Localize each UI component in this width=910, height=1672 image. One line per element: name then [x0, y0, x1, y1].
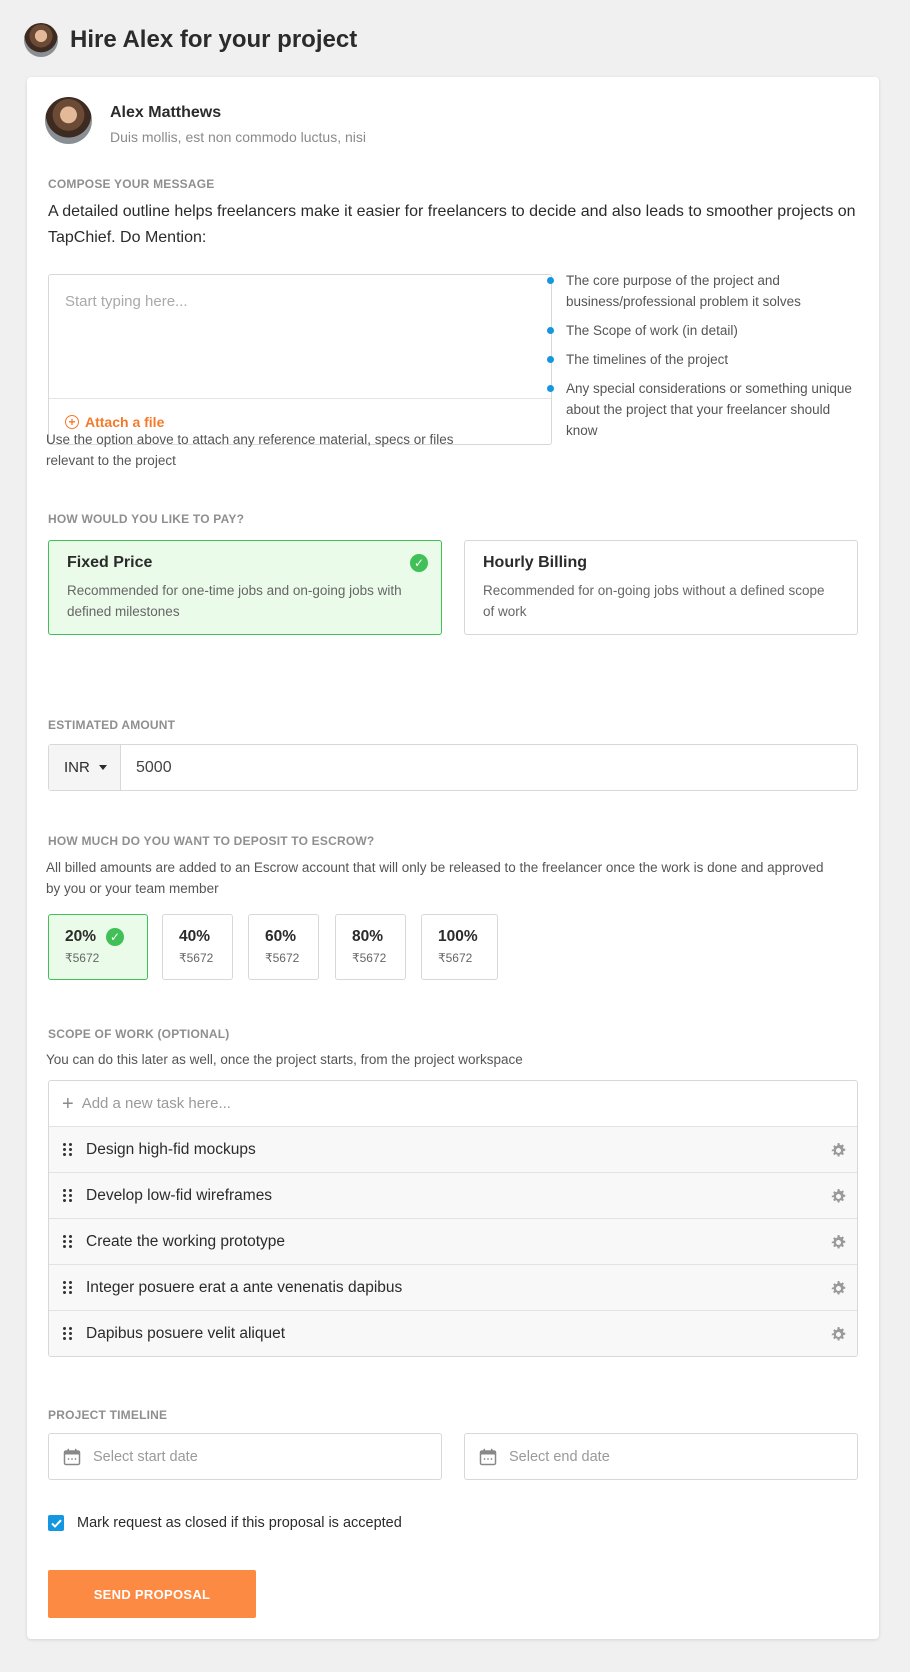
drag-handle-icon[interactable] — [63, 1189, 73, 1203]
task-title: Create the working prototype — [86, 1232, 286, 1250]
close-request-row — [48, 1515, 402, 1531]
task-row — [49, 1265, 857, 1311]
start-date-field[interactable] — [48, 1433, 442, 1480]
tip-item: The Scope of work (in detail) — [547, 320, 862, 341]
message-input[interactable] — [49, 275, 551, 398]
calendar-icon — [479, 1448, 497, 1466]
escrow-amount: ₹5672 — [265, 951, 300, 965]
task-list — [48, 1080, 858, 1357]
start-date-input[interactable] — [93, 1449, 393, 1465]
task-title: Dapibus posuere velit aliquet — [86, 1325, 286, 1342]
calendar-icon — [63, 1448, 81, 1466]
hourly-billing-option[interactable] — [464, 540, 858, 635]
escrow-option-60[interactable] — [248, 914, 319, 980]
scope-label: SCOPE OF WORK (OPTIONAL) — [48, 1027, 230, 1041]
drag-handle-icon[interactable] — [63, 1327, 73, 1341]
compose-intro: A detailed outline helps freelancers make it easier for freelancers to decide and also leads to smoother projects on TapChief. Do Mention: — [48, 203, 856, 246]
escrow-option-100[interactable] — [421, 914, 498, 980]
drag-handle-icon[interactable] — [63, 1281, 73, 1295]
escrow-pct: 20% — [65, 928, 97, 945]
task-row — [49, 1173, 857, 1219]
task-row — [49, 1219, 857, 1265]
hourly-billing-desc: Recommended for on-going jobs without a defined scope of work — [483, 583, 825, 619]
escrow-option-40[interactable] — [162, 914, 233, 980]
payment-label: HOW WOULD YOU LIKE TO PAY? — [48, 512, 245, 526]
add-task-row — [49, 1081, 857, 1127]
freelancer-avatar — [45, 97, 92, 144]
task-title: Integer posuere erat a ante venenatis dapibus — [86, 1278, 403, 1296]
plus-icon: + — [62, 1092, 74, 1115]
escrow-desc: All billed amounts are added to an Escrow account that will only be released to the freelancer once the work is done and approved by you or your team member — [46, 860, 824, 896]
page-title: Hire Alex for your project — [70, 26, 358, 53]
fixed-price-title: Fixed Price — [67, 554, 153, 571]
check-circle-icon: ✓ — [410, 554, 428, 572]
end-date-input[interactable] — [509, 1449, 809, 1465]
escrow-option-20[interactable] — [48, 914, 148, 980]
proposal-card — [27, 77, 879, 1639]
escrow-label: HOW MUCH DO YOU WANT TO DEPOSIT TO ESCROW? — [48, 834, 375, 848]
freelancer-subtitle: Duis mollis, est non commodo luctus, nisi — [110, 129, 366, 145]
fixed-price-desc: Recommended for one-time jobs and on-going jobs with defined milestones — [67, 583, 402, 619]
escrow-amount: ₹5672 — [179, 951, 214, 965]
hourly-billing-title: Hourly Billing — [483, 554, 587, 571]
task-title: Design high-fid mockups — [86, 1140, 256, 1158]
checkmark-icon — [51, 1519, 62, 1528]
gear-icon[interactable] — [830, 1234, 846, 1250]
close-request-checkbox[interactable] — [48, 1515, 64, 1531]
escrow-amount: ₹5672 — [438, 951, 473, 965]
add-task-input[interactable] — [82, 1095, 682, 1112]
escrow-pct: 100% — [438, 928, 478, 945]
amount-field — [48, 744, 858, 791]
escrow-pct: 60% — [265, 928, 297, 945]
task-title: Develop low-fid wireframes — [86, 1186, 273, 1204]
escrow-amount: ₹5672 — [352, 951, 387, 965]
amount-input[interactable] — [121, 745, 857, 790]
gear-icon[interactable] — [830, 1326, 846, 1342]
task-row — [49, 1311, 857, 1357]
close-request-label: Mark request as closed if this proposal is accepted — [77, 1515, 402, 1531]
freelancer-name: Alex Matthews — [110, 104, 222, 121]
message-tips-list — [547, 270, 862, 449]
add-circle-icon: + — [65, 415, 79, 429]
caret-down-icon — [99, 765, 107, 770]
drag-handle-icon[interactable] — [63, 1143, 73, 1157]
compose-label: COMPOSE YOUR MESSAGE — [48, 177, 215, 191]
gear-icon[interactable] — [830, 1280, 846, 1296]
tip-item: The timelines of the project — [547, 349, 862, 370]
attach-file-button[interactable] — [65, 414, 164, 430]
attach-helper-text: Use the option above to attach any reference material, specs or files relevant to the project — [46, 432, 454, 468]
drag-handle-icon[interactable] — [63, 1235, 73, 1249]
end-date-field[interactable] — [464, 1433, 858, 1480]
escrow-amount: ₹5672 — [65, 951, 100, 965]
escrow-pct: 80% — [352, 928, 384, 945]
page-header — [24, 22, 357, 58]
fixed-price-option[interactable] — [48, 540, 442, 635]
currency-select[interactable] — [49, 745, 121, 790]
escrow-option-80[interactable] — [335, 914, 406, 980]
message-box — [48, 274, 552, 445]
tip-item: The core purpose of the project and business/professional problem it solves — [547, 270, 862, 312]
amount-label: ESTIMATED AMOUNT — [48, 718, 176, 732]
currency-value: INR — [64, 759, 90, 776]
escrow-pct: 40% — [179, 928, 211, 945]
gear-icon[interactable] — [830, 1188, 846, 1204]
check-circle-icon: ✓ — [106, 928, 124, 946]
tip-item: Any special considerations or something unique about the project that your freelancer should know — [547, 378, 862, 441]
attach-file-label: Attach a file — [85, 414, 165, 430]
task-row — [49, 1127, 857, 1173]
gear-icon[interactable] — [830, 1142, 846, 1158]
timeline-label: PROJECT TIMELINE — [48, 1408, 168, 1422]
send-proposal-button[interactable]: SEND PROPOSAL — [48, 1570, 256, 1618]
avatar — [24, 23, 58, 57]
scope-desc: You can do this later as well, once the project starts, from the project workspace — [46, 1052, 523, 1067]
